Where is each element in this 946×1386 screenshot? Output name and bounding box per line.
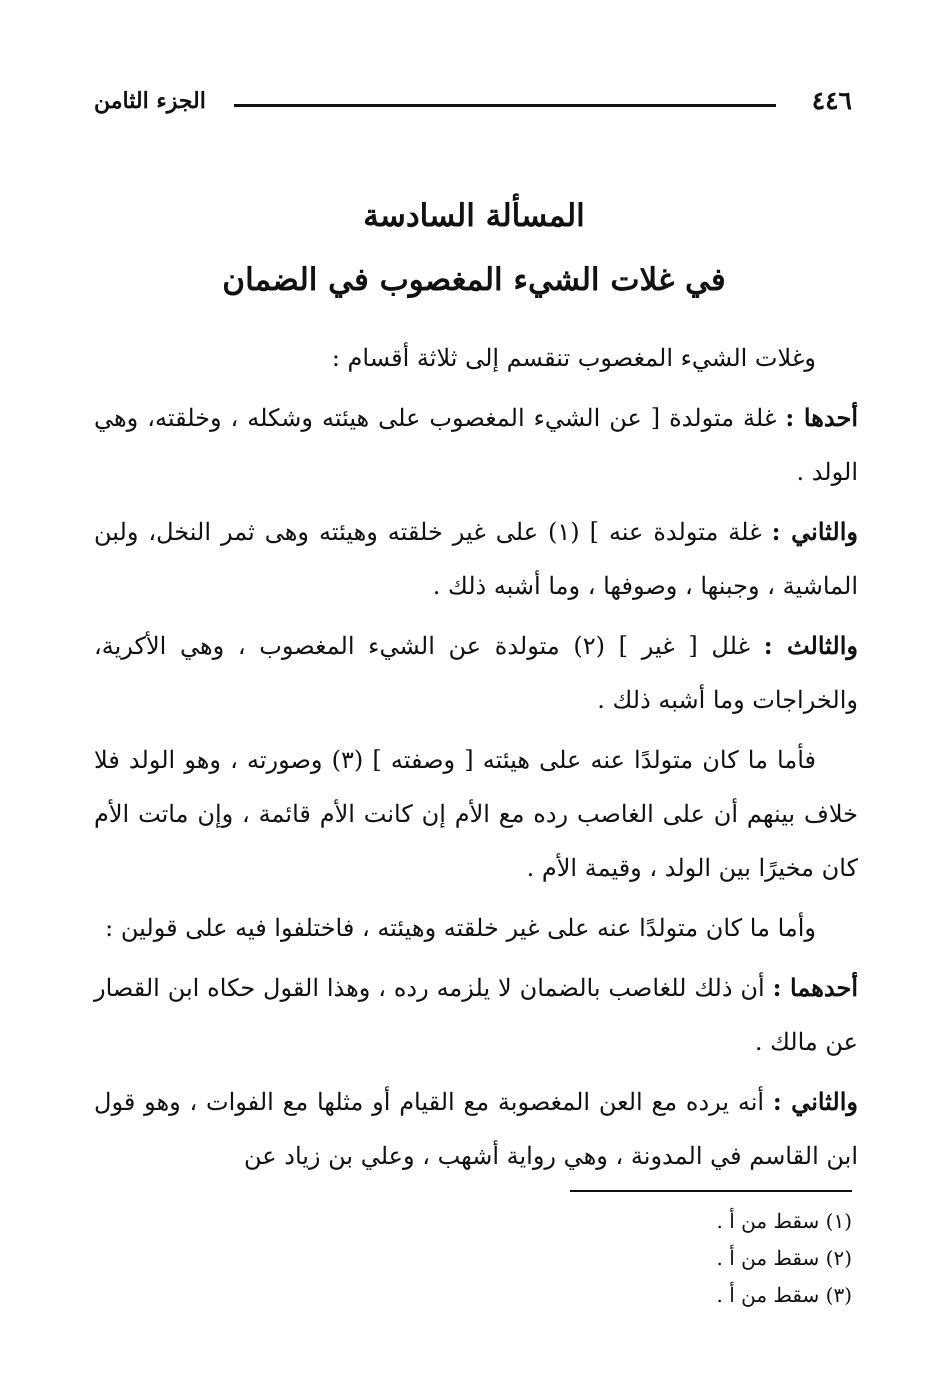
paragraph-text: غلل [ غير ] (٢) متولدة عن الشيء المغصوب ، وهي الأكرية، والخراجات وما أشبه ذلك . [94, 632, 858, 714]
paragraph-lead: والثالث : [763, 631, 858, 660]
paragraph [94, 733, 858, 895]
paragraph-text: وغلات الشيء المغصوب تنقسم إلى ثلاثة أقسام : [331, 344, 816, 372]
footnote: (٣) سقط من أ . [716, 1283, 852, 1307]
paragraph-lead: أحدها : [785, 403, 858, 432]
running-title: الجزء الثامن [94, 88, 206, 114]
paragraph-text: غلة متولدة عنه ] (١) على غير خلقته وهيئته وهى ثمر النخل، ولبن الماشية ، وجبنها ، وصوفها ، وما أشبه ذلك . [94, 518, 858, 600]
body-text [94, 331, 858, 1183]
issue-heading: المسألة السادسة [363, 198, 585, 234]
paragraph-text: فأما ما كان متولدًا عنه على هيئته [ وصفته ] (٣) وصورته ، وهو الولد فلا خلاف بينهم أن على الغاصب رده مع الأم إن كانت الأم قائمة ، وإن ماتت الأم كان مخيرًا بين الولد ، وقيمة الأم . [94, 746, 858, 882]
paragraph-lead: والثاني : [771, 517, 858, 546]
footnote: (٢) سقط من أ . [716, 1246, 852, 1270]
running-header [94, 86, 854, 126]
footnotes [452, 1203, 852, 1314]
footnote-rule [570, 1190, 852, 1192]
page-number: ٤٤٦ [811, 86, 852, 115]
paragraph-text: أن ذلك للغاصب بالضمان لا يلزمه رده ، وهذا القول حكاه ابن القصار عن مالك . [94, 974, 858, 1056]
paragraph [94, 619, 858, 727]
header-rule [234, 104, 776, 107]
paragraph [94, 901, 858, 955]
footnote: (١) سقط من أ . [716, 1209, 852, 1233]
paragraph-lead: والثاني : [772, 1087, 858, 1116]
paragraph-text: أنه يرده مع العن المغصوبة مع القيام أو مثلها مع الفوات ، وهو قول ابن القاسم في المدونة ، وهي رواية أشهب ، وعلي بن زياد عن [94, 1088, 858, 1170]
paragraph-text: غلة متولدة [ عن الشيء المغصوب على هيئته وشكله ، وخلقته، وهي الولد . [94, 404, 858, 486]
paragraph [94, 961, 858, 1069]
paragraph-text: وأما ما كان متولدًا عنه على غير خلقته وهيئته ، فاختلفوا فيه على قولين : [105, 914, 816, 942]
paragraph [94, 505, 858, 613]
topic-heading: في غلات الشيء المغصوب في الضمان [222, 262, 726, 298]
paragraph [94, 331, 858, 385]
paragraph [94, 1075, 858, 1183]
paragraph-lead: أحدهما : [772, 973, 858, 1002]
paragraph [94, 391, 858, 499]
